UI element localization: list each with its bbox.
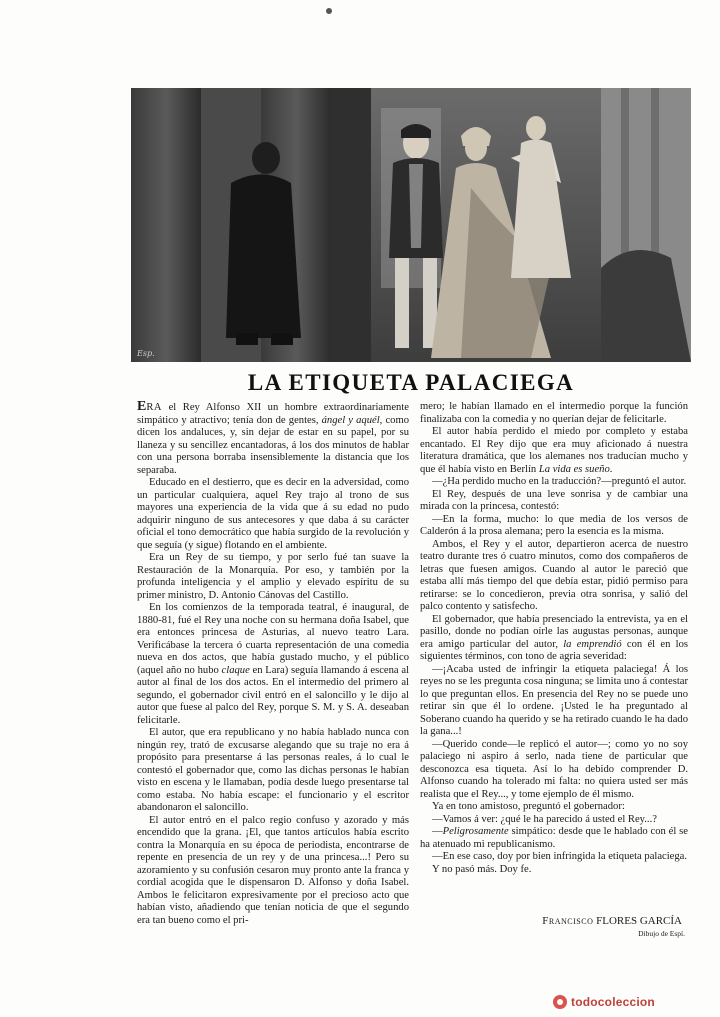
paragraph-text: El autor entró en el palco regio confuso y azorado y más encendido que la grana. ¡El, que tantos artículos había escrito contra la Monarquía en su época de periodista, encontrarse de repente en presencia de un rey y de una princesa...! Pero su azoramiento y su confusión cesaron muy pronto ante la franca y cordial acogida que le dispensaron D. Alfonso y doña Isabel. Ambos le felicitaron expresivamente por el precioso acto que habían visto, añadiendo que tenían noticia de que el segundo era tan bueno como el pri- [137,814,409,926]
paragraph-text-continued: . [609,463,613,475]
paragraph [420,514,688,539]
paragraph [137,401,409,477]
watermark-logo-icon [553,995,567,1009]
paragraph [137,602,409,727]
paragraph-text: el Rey Alfonso XII un hombre extraordinariamente simpático y atractivo; tenía don de gentes, [137,402,409,426]
illustration-signature: Esp. [137,349,155,358]
watermark-text: todocoleccion [571,995,655,1009]
paragraph [420,801,688,814]
left-column [137,401,409,927]
paragraph-text: —¿Ha perdido mucho en la traducción?—preguntó el autor. [432,476,687,487]
italic-phrase: claque [221,664,250,676]
lead-smallcaps: RA [146,402,163,413]
paragraph-text: El autor había perdido el miedo por completo y estaba encantado. El Rey dijo que era muy aficionado á nuestra literatura dramática, que los alemanes nos traducían mucho y que él había visto en Berlín [420,426,688,475]
byline-first-name: Francisco [542,915,594,927]
byline [420,915,682,927]
paragraph [420,401,688,426]
paragraph [420,851,688,864]
italic-phrase: ángel y aquél [321,414,380,426]
paragraph [137,477,409,552]
paragraph-text: —En ese caso, doy por bien infringida la etiqueta palaciega. [432,851,688,862]
paragraph [137,552,409,602]
illustration-credit: Dibujo de Espí. [638,929,685,938]
byline-surname: FLORES GARCÍA [596,915,682,927]
italic-phrase: Peligrosamente [442,826,509,837]
paragraph-text: El Rey, después de una leve sonrisa y de cambiar una mirada con la princesa, contestó: [420,488,688,512]
article-title: LA ETIQUETA PALACIEGA [247,370,575,395]
print-speck [326,8,332,14]
paragraph [420,539,688,614]
paragraph [420,476,688,489]
palace-box-scene-drawing [131,88,691,362]
paragraph [420,426,688,476]
paragraph [137,815,409,928]
paragraph-text: El gobernador, que había presenciado la entrevista, ya en el pasillo, donde no podían oírle las augustas personas, aunque era amigo particular del autor, [420,613,688,650]
paragraph-text: El autor, que era republicano y no había hablado nunca con ningún rey, trató de excusarse alegando que su traje no era á propósito para presentarse á las personas reales, á lo cual le contestó el gobernador que, como las dichas personas le habían visto en escena y le llamaban, podía desde luego presentarse tal como estaba. No había escape: el funcionario y el escritor abandonaron el saloncillo. [137,727,409,813]
paragraph [137,727,409,815]
paragraph [420,739,688,802]
italic-phrase: la emprendió [563,638,622,650]
paragraph [420,664,688,739]
paragraph-text: —En la forma, mucho: lo que media de los versos de Calderón á la prosa alemana; pero la esencia es la misma. [420,513,688,537]
paragraph-text: Era un Rey de su tiempo, y por serlo fué tan suave la Restauración de la Monarquía. Por eso, y también por la profunda inteligencia y el amplio y elevado espíritu de su primer ministro, D. Antonio Cánovas del Castillo. [137,552,409,601]
italic-phrase: La vida es sueño [538,463,610,475]
paragraph [420,814,688,827]
paragraph-text: — [432,826,443,837]
paragraph [420,614,688,664]
paragraph-text: Ya en tono amistoso, preguntó el gobernador: [432,801,625,812]
paragraph-text: Y no pasó más. Doy fe. [432,863,532,875]
paragraph-text: Ambos, el Rey y el autor, departieron acerca de nuestro teatro durante tres ó cuatro minutos, como dos compañeros de letras que fuesen amigos. Cuando al autor le pareció que estaba allí más tiempo del que debía estar, pidió permiso para retirarse: se lo concedieron, previa otra sonrisa, y salió del palco contento y satisfecho. [420,538,688,612]
drop-cap: E [137,399,147,414]
paragraph-text: —Vamos á ver: ¿qué le ha parecido á usted el Rey...? [432,813,657,825]
paragraph-text-continued: simpático: desde que le hablado con él se ha atenuado mi republicanismo. [420,826,688,850]
paragraph-text: —Querido conde—le replicó el autor—; como yo no soy palaciego ni aspiro á serlo, nada tiene de particular que desconozca esa tiqueta. Así lo ha debido comprender D. Alfonso cuando ha tolerado mi falta: no quiera usted ser más realista que el Rey..., y tome ejemplo de él mismo. [420,738,688,800]
illustration [131,88,691,362]
paragraph [420,864,688,877]
paragraph-text: mero; le habían llamado en el intermedio porque la función finalizaba con la comedia y no querían dejar de felicitarle. [420,401,688,425]
paragraph-text: —¡Acaba usted de infringir la etiqueta palaciega! Á los reyes no se les pregunta cosa ninguna; se limita uno á contestar lo que preguntan ellos. En presencia del Rey no se puede uno retirar sin que él lo ordene. ¡Usted le ha preguntado al Soberano cuando ha querido y se ha retirado cuando le ha dado la gana...! [420,663,688,737]
paragraph-text-continued: , como dicen los andaluces, y, sin dejar de estar en su papel, por su llaneza y su sencillez encantadoras, á los dos minutos de hablar con una persona borraba insensiblemente la distancia que los separaba. [137,414,409,476]
paragraph-text: En los comienzos de la temporada teatral, é inaugural, de 1880-81, fué el Rey una noche con su hermana doña Isabel, que era entonces princesa de Asturias, al nuevo teatro Lara. Verificábase la tercera ó cuarta representación de una comedia nueva en dos actos, que había gustado mucho, y el público (aquel año no hubo [137,602,409,676]
paragraph [420,489,688,514]
paragraph-text-continued: con él en los siguientes términos, con tono de agria severidad: [420,638,688,662]
right-column [420,401,688,876]
watermark [553,991,718,1013]
paragraph [420,826,688,851]
paragraph-text-continued: en Lara) seguía llamando á escena al autor al final de los dos actos. En el intermedio del primero al segundo, el gobernador civil entró en el saloncillo y le dijo al autor que fuese al palco del Rey, porque S. M. y S. A. deseaban felicitarle. [137,664,410,726]
paragraph-text: Educado en el destierro, que es decir en la adversidad, como un particular cualquiera, aquel Rey trajo al trono de sus mayores una experiencia de la vida que á su edad no pudo adquirir ninguno de sus antecesores y que daba á su carácter oficial el tono democrático que había surgido de la revolución y que seguía (y sigue) flotando en el ambiente. [137,477,409,551]
